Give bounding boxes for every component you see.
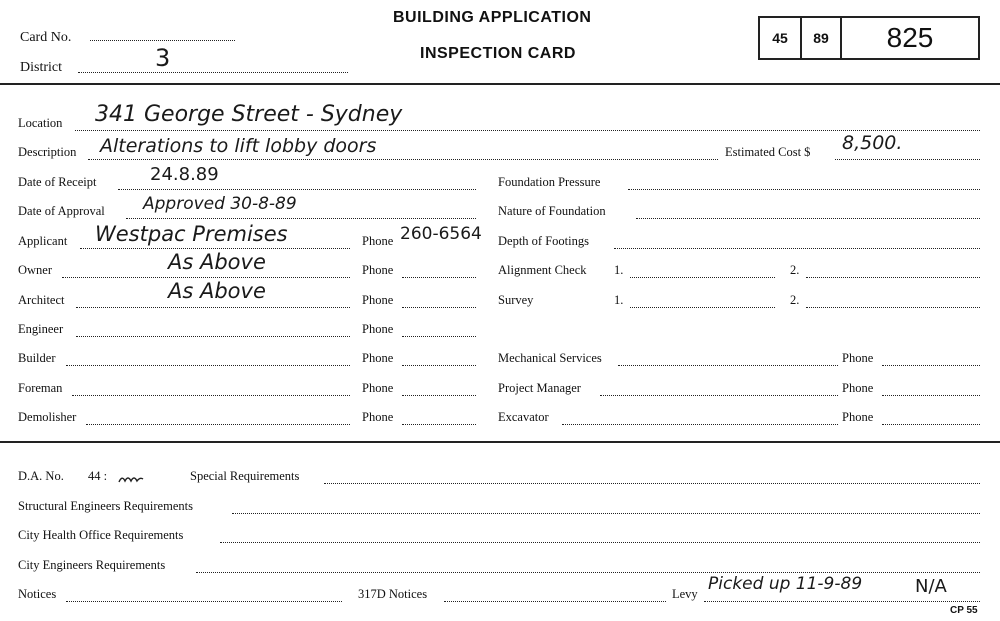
- special-requirements-label: Special Requirements: [190, 469, 300, 483]
- card-number-box: [758, 16, 980, 60]
- da-no-scribble: [118, 474, 144, 484]
- mechanical-services-field: [618, 365, 838, 366]
- applicant-phone-label: Phone: [362, 234, 394, 248]
- excavator-label: Excavator: [498, 410, 549, 424]
- owner-field: [62, 277, 350, 278]
- description-value: Alterations to lift lobby doors: [100, 135, 377, 157]
- district-label: District: [20, 60, 62, 75]
- demolisher-field: [86, 424, 350, 425]
- survey-label: Survey: [498, 293, 534, 307]
- survey-field1: [630, 307, 775, 308]
- city-health-requirements-label: City Health Office Requirements: [18, 528, 184, 542]
- applicant-field: [80, 248, 350, 249]
- estimated-cost-value: 8,500.: [842, 132, 903, 154]
- city-engineers-requirements-field: [196, 572, 980, 573]
- depth-footings-label: Depth of Footings: [498, 234, 589, 248]
- city-health-requirements-field: [220, 542, 980, 543]
- mechanical-services-phone-field: [882, 365, 980, 366]
- architect-phone-field: [402, 307, 476, 308]
- form-code: CP 55: [950, 605, 978, 616]
- description-label: Description: [18, 145, 77, 159]
- owner-value: As Above: [168, 250, 266, 274]
- da-no-label: D.A. No.: [18, 469, 64, 483]
- depth-footings-field: [614, 248, 980, 249]
- structural-requirements-label: Structural Engineers Requirements: [18, 499, 193, 513]
- excavator-phone-label: Phone: [842, 410, 874, 424]
- survey-field2: [806, 307, 980, 308]
- levy-value: Picked up 11-9-89: [708, 574, 863, 594]
- alignment-check-field1: [630, 277, 775, 278]
- structural-requirements-field: [232, 513, 980, 514]
- notices-317d-field: [444, 601, 666, 602]
- architect-field: [76, 307, 350, 308]
- card-no-field: [90, 40, 235, 41]
- foreman-phone-label: Phone: [362, 381, 394, 395]
- special-requirements-field: [324, 483, 980, 484]
- applicant-label: Applicant: [18, 234, 68, 248]
- card-title-line1: BUILDING APPLICATION: [393, 9, 592, 26]
- alignment-check-num1: 1.: [614, 263, 624, 277]
- project-manager-field: [600, 395, 838, 396]
- notices-317d-label: 317D Notices: [358, 587, 428, 601]
- demolisher-phone-field: [402, 424, 476, 425]
- demolisher-label: Demolisher: [18, 410, 77, 424]
- owner-label: Owner: [18, 263, 53, 277]
- date-approval-field: [126, 218, 476, 219]
- description-field: [88, 159, 718, 160]
- estimated-cost-field: [835, 159, 980, 160]
- mechanical-services-phone-label: Phone: [842, 351, 874, 365]
- builder-field: [66, 365, 350, 366]
- da-no-value: 44 :: [88, 469, 108, 483]
- city-engineers-requirements-label: City Engineers Requirements: [18, 558, 166, 572]
- project-manager-label: Project Manager: [498, 381, 581, 395]
- levy-field: [704, 601, 980, 602]
- foreman-label: Foreman: [18, 381, 63, 395]
- levy-extra: N/A: [915, 576, 947, 597]
- engineer-phone-label: Phone: [362, 322, 394, 336]
- architect-label: Architect: [18, 293, 65, 307]
- nature-foundation-label: Nature of Foundation: [498, 204, 606, 218]
- survey-num2: 2.: [790, 293, 800, 307]
- builder-phone-field: [402, 365, 476, 366]
- nature-foundation-field: [636, 218, 980, 219]
- builder-phone-label: Phone: [362, 351, 394, 365]
- survey-num1: 1.: [614, 293, 624, 307]
- box-cell-year-prefix: 45: [772, 30, 788, 46]
- alignment-check-num2: 2.: [790, 263, 800, 277]
- date-receipt-field: [118, 189, 476, 190]
- date-approval-value: Approved 30-8-89: [143, 194, 297, 214]
- foreman-field: [72, 395, 350, 396]
- engineer-field: [76, 336, 350, 337]
- card-title-line2: INSPECTION CARD: [420, 45, 576, 62]
- section-divider: [0, 441, 1000, 443]
- estimated-cost-label: Estimated Cost $: [725, 145, 811, 159]
- notices-label: Notices: [18, 587, 57, 601]
- applicant-value: Westpac Premises: [95, 222, 288, 246]
- alignment-check-label: Alignment Check: [498, 263, 587, 277]
- district-value: 3: [155, 44, 171, 72]
- alignment-check-field2: [806, 277, 980, 278]
- district-field: [78, 72, 348, 73]
- project-manager-phone-label: Phone: [842, 381, 874, 395]
- architect-value: As Above: [168, 279, 266, 303]
- date-receipt-value: 24.8.89: [150, 164, 219, 185]
- notices-field: [66, 601, 342, 602]
- engineer-label: Engineer: [18, 322, 64, 336]
- date-receipt-label: Date of Receipt: [18, 175, 97, 189]
- location-value: 341 George Street - Sydney: [95, 102, 403, 127]
- foundation-pressure-label: Foundation Pressure: [498, 175, 601, 189]
- builder-label: Builder: [18, 351, 56, 365]
- demolisher-phone-label: Phone: [362, 410, 394, 424]
- levy-label: Levy: [672, 587, 698, 601]
- date-approval-label: Date of Approval: [18, 204, 105, 218]
- project-manager-phone-field: [882, 395, 980, 396]
- card-no-label: Card No.: [20, 30, 72, 45]
- owner-phone-label: Phone: [362, 263, 394, 277]
- foreman-phone-field: [402, 395, 476, 396]
- header-divider: [0, 83, 1000, 85]
- applicant-phone-value: 260-6564: [400, 224, 482, 244]
- box-cell-year: 89: [813, 30, 829, 46]
- box-card-number: 825: [886, 22, 934, 53]
- architect-phone-label: Phone: [362, 293, 394, 307]
- foundation-pressure-field: [628, 189, 980, 190]
- owner-phone-field: [402, 277, 476, 278]
- location-label: Location: [18, 116, 63, 130]
- mechanical-services-label: Mechanical Services: [498, 351, 602, 365]
- engineer-phone-field: [402, 336, 476, 337]
- location-field: [75, 130, 980, 131]
- excavator-field: [562, 424, 838, 425]
- excavator-phone-field: [882, 424, 980, 425]
